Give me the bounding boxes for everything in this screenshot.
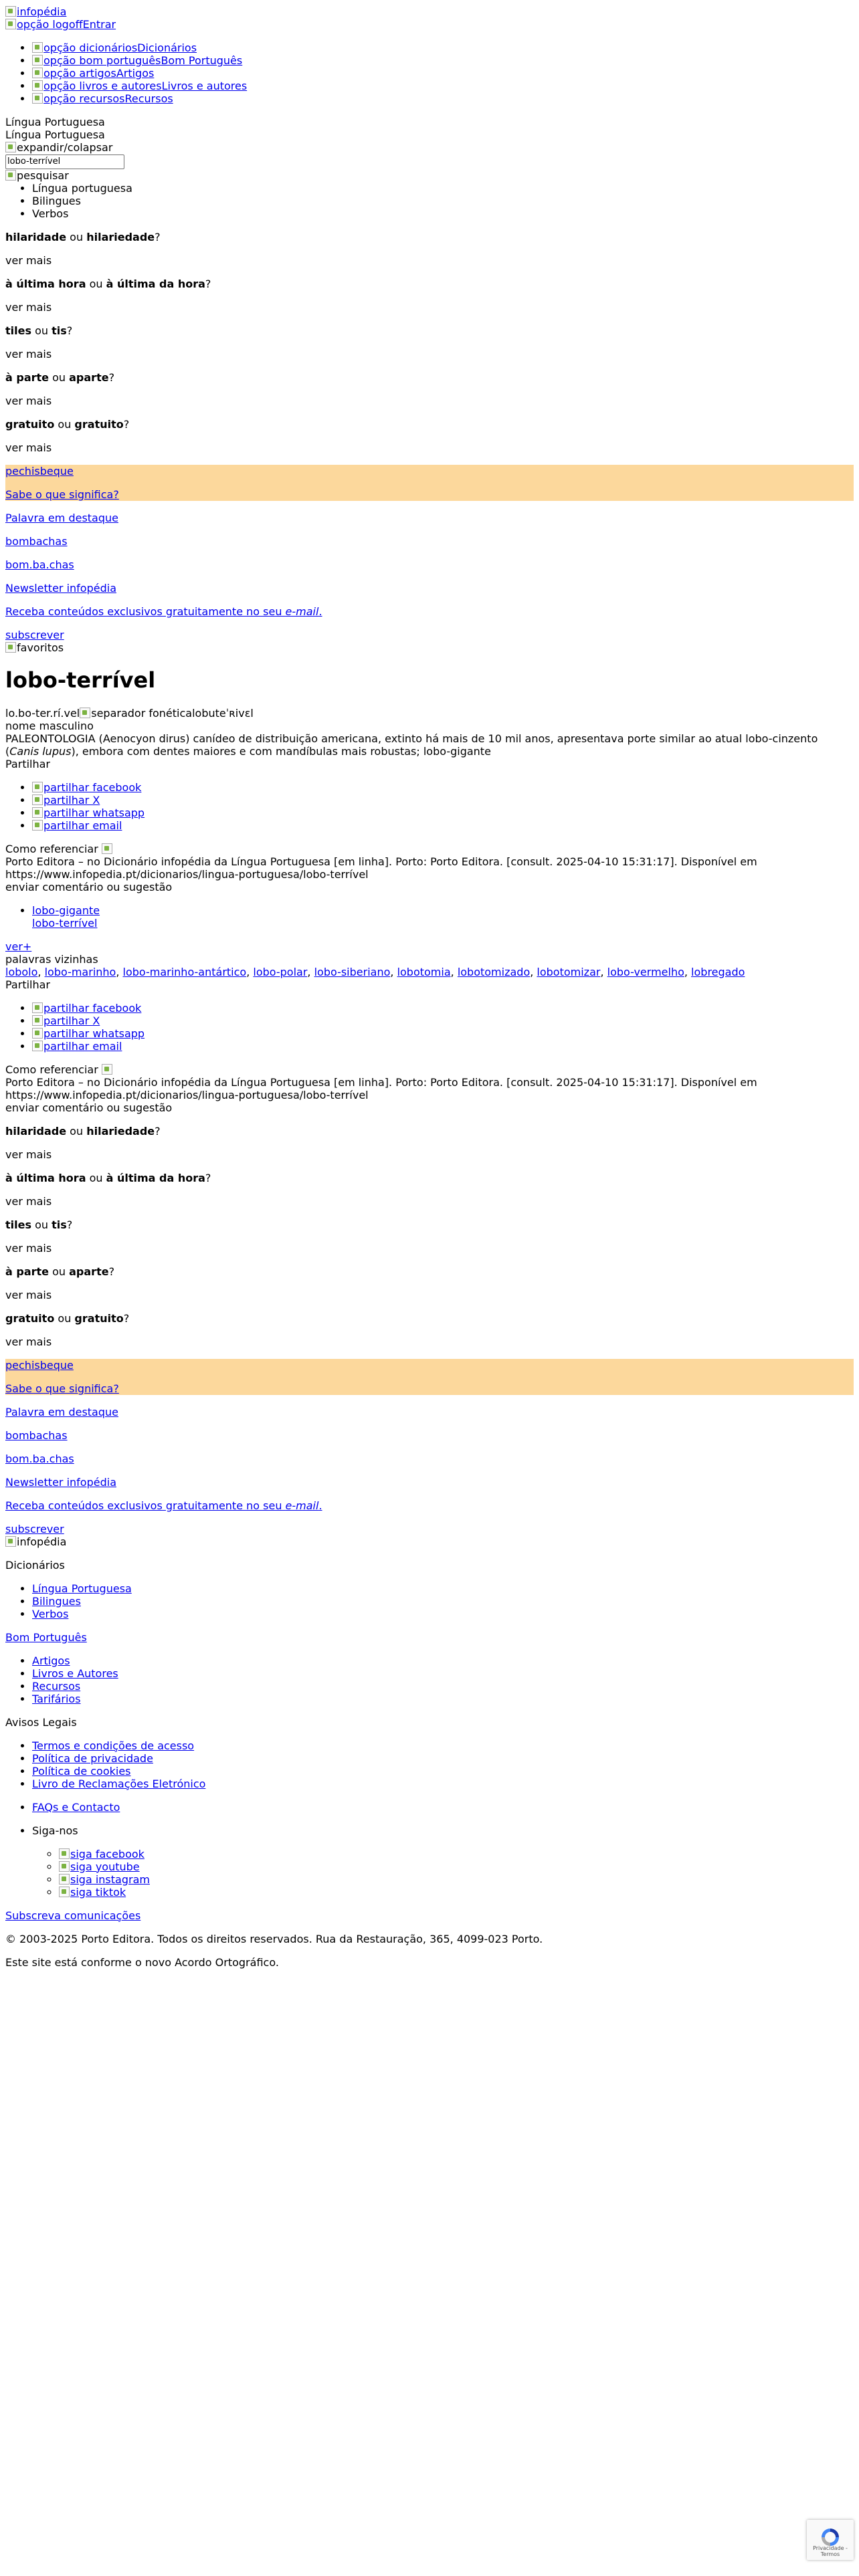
doubt-more-link[interactable]: ver mais	[5, 1241, 52, 1255]
doubts-list	[5, 231, 854, 454]
dictionary-options	[5, 182, 854, 220]
footer-link[interactable]: Verbos	[32, 1607, 69, 1620]
search-button[interactable]: pesquisar	[5, 169, 854, 182]
login-link[interactable]: opção logoffEntrar	[5, 18, 116, 31]
separator-icon	[80, 708, 90, 718]
newsletter-text[interactable]: Receba conteúdos exclusivos gratuitamente no seu e-mail.	[5, 1499, 322, 1512]
share-title: Partilhar	[5, 757, 50, 770]
phonetic-transcription: lobuteˈʀivɛl	[192, 706, 254, 720]
follow-us-title: Siga-nos	[32, 1824, 78, 1837]
copyright: © 2003-2025 Porto Editora. Todos os direitos reservados. Rua da Restauração, 365, 4099-023 Porto.	[5, 1932, 543, 1945]
nav-item-dicionarios: • opção dicionáriosDicionários	[32, 41, 854, 54]
page-title: lobo-terrível	[5, 667, 156, 693]
doubt-question: hilaridade ou hilariedade?	[5, 1124, 161, 1138]
whatsapp-icon	[32, 1028, 43, 1039]
subscribe-link[interactable]: subscrever	[5, 1522, 64, 1535]
newsletter-text[interactable]: Receba conteúdos exclusivos gratuitamente no seu e-mail.	[5, 605, 322, 618]
expand-toggle[interactable]: expandir/colapsar	[5, 141, 854, 154]
copy-icon	[102, 1064, 112, 1075]
footer-link[interactable]: Política de cookies	[32, 1764, 131, 1778]
footer-social	[5, 1824, 854, 1899]
newsletter-title[interactable]: Newsletter infopédia	[5, 1475, 116, 1489]
neighbor-word-link[interactable]: lobo-marinho-antártico	[122, 965, 247, 978]
search-icon	[5, 170, 16, 181]
footer-link[interactable]: Bilingues	[32, 1594, 81, 1608]
neighbor-word-link[interactable]: lobregado	[691, 965, 745, 978]
nav-item-livros-autores: • opção livros e autoresLivros e autores	[32, 80, 854, 92]
footer-dictionaries-title: Dicionários	[5, 1558, 65, 1572]
doubt-more-link[interactable]: ver mais	[5, 347, 52, 360]
definition: PALEONTOLOGIA (Aenocyon dirus) canídeo de distribuição americana, extinto há mais de 10 mil anos, apresentava porte similar ao atual lobo-cinzento (Canis lupus), embora com dentes maiores e com mandíbulas mais robustas; lobo-gigante	[5, 732, 818, 758]
share-email-button[interactable]: partilhar email	[32, 819, 122, 832]
featured-word-syllables[interactable]: bom.ba.chas	[5, 558, 74, 571]
feedback-link[interactable]: enviar comentário ou sugestão	[5, 880, 173, 893]
header	[5, 5, 854, 31]
neighbors-list: lobolo, lobo-marinho, lobo-marinho-antártico, lobo-polar, lobo-siberiano, lobotomia, lobotomizado, lobotomizar, lobo-vermelho, lobregado	[5, 965, 745, 978]
recaptcha-terms[interactable]: Privacidade - Termos	[813, 2545, 848, 2557]
share-list	[5, 1002, 854, 1053]
doubt-more-link[interactable]: ver mais	[5, 441, 52, 454]
doubt-question: à última hora ou à última da hora?	[5, 277, 211, 290]
share-facebook-button[interactable]: partilhar facebook	[32, 1002, 141, 1014]
star-icon	[5, 642, 16, 653]
related-words	[5, 904, 854, 930]
doubt-question: gratuito ou gratuito?	[5, 417, 130, 431]
quiz-question-link[interactable]: Sabe o que significa?	[5, 1382, 119, 1395]
see-more-link[interactable]: ver+	[5, 940, 32, 953]
dictionary-option[interactable]: • Língua portuguesa	[32, 182, 854, 195]
x-icon	[32, 1015, 43, 1026]
footer-faq	[5, 1801, 854, 1814]
youtube-icon	[59, 1861, 70, 1872]
neighbor-word-link[interactable]: lobotomizado	[457, 965, 531, 978]
logo-link[interactable]: infopédia	[5, 5, 66, 18]
share-x-button[interactable]: partilhar X	[32, 794, 100, 807]
neighbor-word-link[interactable]: lobo-siberiano	[314, 965, 391, 978]
footer-link[interactable]: Política de privacidade	[32, 1751, 153, 1765]
doubt-question: à parte ou aparte?	[5, 1265, 115, 1278]
footer-legal-title: Avisos Legais	[5, 1715, 77, 1729]
doubt-more-link[interactable]: ver mais	[5, 300, 52, 314]
nav-item-artigos: • opção artigosArtigos	[32, 67, 854, 80]
dictionary-selector-current: Língua Portuguesa	[5, 128, 105, 141]
featured-word-link[interactable]: bombachas	[5, 1428, 68, 1442]
subscribe-link[interactable]: subscrever	[5, 628, 64, 641]
copy-icon	[102, 843, 112, 854]
dictionary-selector[interactable]: Língua Portuguesa	[5, 116, 105, 128]
footer-link[interactable]: Língua Portuguesa	[32, 1582, 132, 1595]
doubt-more-link[interactable]: ver mais	[5, 1288, 52, 1301]
broken-image-icon	[5, 19, 16, 29]
footer-link[interactable]: Termos e condições de acesso	[32, 1739, 195, 1752]
word-quiz-banner	[5, 465, 854, 501]
related-word-link[interactable]: lobo-gigante	[32, 903, 100, 917]
doubt-question: à última hora ou à última da hora?	[5, 1171, 211, 1184]
follow-facebook-link[interactable]: siga facebook	[59, 1848, 145, 1860]
facebook-icon	[32, 1002, 43, 1013]
share-title: Partilhar	[5, 978, 50, 991]
logo-icon	[5, 1536, 16, 1547]
footer-link[interactable]: Livros e Autores	[32, 1667, 118, 1680]
email-icon	[32, 820, 43, 831]
doubt-question: à parte ou aparte?	[5, 370, 115, 384]
share-whatsapp-button[interactable]: partilhar whatsapp	[32, 807, 145, 819]
footer-bom-portugues-link[interactable]: Bom Português	[5, 1630, 87, 1644]
doubt-more-link[interactable]: ver mais	[5, 1335, 52, 1348]
footer-link[interactable]: Recursos	[32, 1679, 81, 1693]
entry-pronunciation: lo.bo-ter.rí.vel separador fonéticalobuteˈʀivɛl	[5, 706, 254, 720]
doubt-more-link[interactable]: ver mais	[5, 253, 52, 267]
email-icon	[32, 1041, 43, 1051]
doubts-list	[5, 1125, 854, 1348]
facebook-icon	[32, 782, 43, 792]
quiz-word-link[interactable]: pechisbeque	[5, 1358, 74, 1372]
broken-image-icon	[5, 6, 16, 17]
doubt-question: gratuito ou gratuito?	[5, 1311, 130, 1325]
share-list	[5, 781, 854, 832]
featured-word-title[interactable]: Palavra em destaque	[5, 1405, 118, 1418]
neighbor-word-link[interactable]: lobotomia	[397, 965, 451, 978]
doubt-question: hilaridade ou hilariedade?	[5, 230, 161, 243]
featured-word-title[interactable]: Palavra em destaque	[5, 511, 118, 524]
main-nav	[5, 41, 854, 105]
broken-image-icon	[32, 42, 43, 53]
broken-image-icon	[32, 68, 43, 78]
x-icon	[32, 794, 43, 805]
footer-link[interactable]: Tarifários	[32, 1692, 81, 1705]
part-of-speech: nome masculino	[5, 719, 94, 732]
whatsapp-icon	[32, 807, 43, 818]
faq-contact-link[interactable]: FAQs e Contacto	[32, 1800, 120, 1814]
citation-text: Porto Editora – no Dicionário infopédia da Língua Portuguesa [em linha]. Porto: Porto Editora. [consult. 2025-04-10 15:31:17]. Disponível em https://www.infopedia.pt/dicionarios/lingua-portuguesa/lobo-terrível	[5, 1075, 757, 1101]
share-x-button[interactable]: partilhar X	[32, 1014, 100, 1027]
neighbor-word-link[interactable]: lobo-marinho	[44, 965, 116, 978]
facebook-icon	[59, 1848, 70, 1859]
footer-link[interactable]: Livro de Reclamações Eletrónico	[32, 1777, 206, 1790]
neighbor-word-link[interactable]: lobo-vermelho	[607, 965, 684, 978]
nav-item-recursos: • opção recursosRecursos	[32, 92, 854, 105]
doubt-question: tiles ou tis?	[5, 324, 73, 337]
broken-image-icon	[32, 55, 43, 66]
share-email-button[interactable]: partilhar email	[32, 1040, 122, 1053]
quiz-question-link[interactable]: Sabe o que significa?	[5, 488, 119, 501]
quiz-word-link[interactable]: pechisbeque	[5, 464, 74, 477]
dictionary-option[interactable]: • Bilingues	[32, 195, 854, 207]
expand-collapse-icon	[5, 142, 16, 152]
neighbors-title: palavras vizinhas	[5, 952, 98, 966]
orthographic-agreement: Este site está conforme o novo Acordo Ortográfico.	[5, 1955, 279, 1969]
follow-youtube-link[interactable]: siga youtube	[59, 1860, 140, 1873]
footer-link[interactable]: Artigos	[32, 1654, 70, 1667]
syllables: lo.bo-ter.rí.vel	[5, 706, 80, 720]
feedback-link[interactable]: enviar comentário ou sugestão	[5, 1101, 173, 1114]
subscribe-communications-link[interactable]: Subscreva comunicações	[5, 1909, 141, 1922]
favorites-button[interactable]: favoritos	[5, 641, 854, 654]
neighbor-word-link[interactable]: lobotomizar	[537, 965, 601, 978]
footer-links	[5, 1654, 854, 1705]
doubt-question: tiles ou tis?	[5, 1218, 73, 1231]
footer-logo: infopédia	[5, 1535, 854, 1548]
word-quiz-banner	[5, 1359, 854, 1395]
tiktok-icon	[59, 1887, 70, 1897]
share-whatsapp-button[interactable]: partilhar whatsapp	[32, 1027, 145, 1040]
neighbor-word-link[interactable]: lobo-polar	[253, 965, 308, 978]
share-facebook-button[interactable]: partilhar facebook	[32, 781, 141, 794]
citation-label[interactable]: Como referenciar	[5, 1063, 854, 1076]
broken-image-icon	[32, 80, 43, 91]
related-word-link[interactable]: lobo-terrível	[32, 916, 98, 930]
featured-word-link[interactable]: bombachas	[5, 534, 68, 548]
doubt-more-link[interactable]: ver mais	[5, 394, 52, 407]
instagram-icon	[59, 1874, 70, 1885]
doubt-more-link[interactable]: ver mais	[5, 1148, 52, 1161]
broken-image-icon	[32, 93, 43, 104]
nav-item-bom-portugues: • opção bom portuguêsBom Português	[32, 54, 854, 67]
footer-dictionaries	[5, 1582, 854, 1620]
recaptcha-badge[interactable]	[807, 2520, 854, 2560]
doubt-more-link[interactable]: ver mais	[5, 1194, 52, 1208]
featured-word-syllables[interactable]: bom.ba.chas	[5, 1452, 74, 1465]
follow-instagram-link[interactable]: siga instagram	[59, 1873, 150, 1886]
citation-text: Porto Editora – no Dicionário infopédia da Língua Portuguesa [em linha]. Porto: Porto Editora. [consult. 2025-04-10 15:31:17]. Disponível em https://www.infopedia.pt/dicionarios/lingua-portuguesa/lobo-terrível	[5, 855, 757, 881]
citation-label[interactable]: Como referenciar	[5, 843, 854, 855]
footer-legal	[5, 1739, 854, 1790]
newsletter-title[interactable]: Newsletter infopédia	[5, 581, 116, 595]
neighbor-word-link[interactable]: lobolo	[5, 965, 38, 978]
dictionary-option[interactable]: • Verbos	[32, 207, 854, 220]
follow-tiktok-link[interactable]: siga tiktok	[59, 1886, 126, 1899]
search-input[interactable]	[5, 154, 124, 169]
